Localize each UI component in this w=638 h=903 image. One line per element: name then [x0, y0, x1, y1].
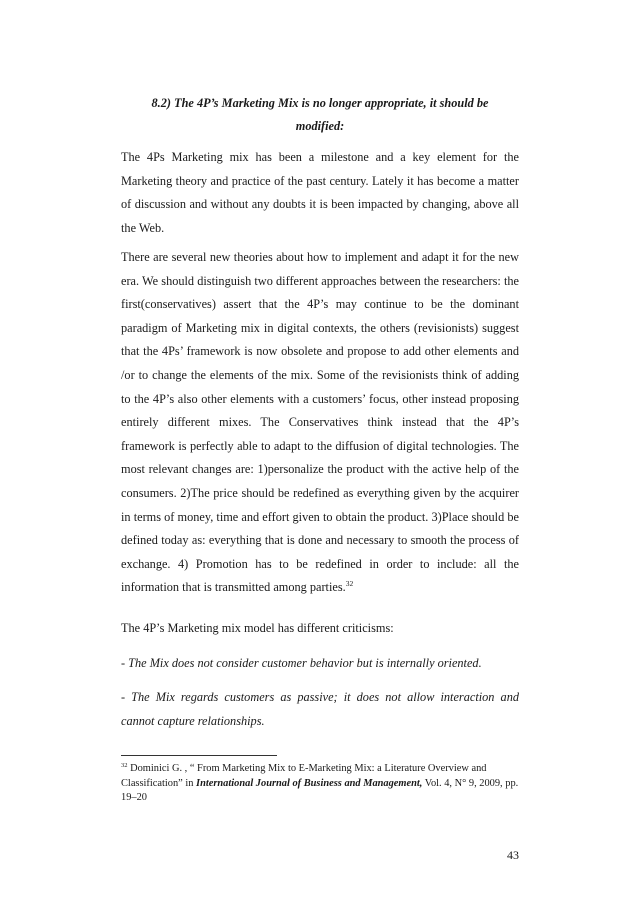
section-heading-line-2: modified: — [295, 119, 345, 133]
section-heading-line-1: 8.2) The 4P’s Marketing Mix is no longer appropriate, it should be — [151, 96, 489, 110]
criticism-item-2: - The Mix regards customers as passive; it does not allow interaction and cannot capture relationships. — [121, 690, 519, 728]
footnote-journal-title: International Journal of Business and Management, — [196, 777, 423, 789]
paragraph-criticisms-intro: The 4P’s Marketing mix model has different criticisms: — [121, 621, 394, 635]
footnote-text-before: Dominici G. , “ From Marketing Mix to E-Marketing Mix: a Literature Overview and Classification” in — [121, 763, 487, 789]
footnote-divider — [121, 755, 277, 756]
paragraph-theories — [121, 246, 519, 600]
paragraph-theories-text: There are several new theories about how to implement and adapt it for the new era. We should distinguish two different approaches between the researchers: the first(conservatives) assert that the 4P’s may continue to be the dominant paradigm of Marketing mix in digital contexts, the others (revisionists) suggest that the 4Ps’ framework is now obsolete and propose to add other elements and /or to change the elements of the mix. Some of the revisionists think of adding to the 4P’s also other elements with a customers’ focus, other instead proposing entirely different mixes. The Conservatives think instead that the 4P’s framework is perfectly able to adapt to the diffusion of digital technologies. The most relevant changes are: 1)personalize the product with the active help of the consumers. 2)The price should be redefined as everything given by the acquirer in terms of money, time and effort given to obtain the product. 3)Place should be defined today as: everything that is done and necessary to smooth the process of exchange. 4) Promotion has to be redefined in order to include: all the information that is transmitted among parties. — [121, 250, 519, 595]
page-number: 43 — [507, 848, 519, 862]
paragraph-intro: The 4Ps Marketing mix has been a milestone and a key element for the Marketing theory and practice of the past century. Lately it has become a matter of discussion and without any doubts it is been impacted by changing, above all the Web. — [121, 150, 519, 235]
footnote — [121, 762, 519, 806]
footnote-number: 32 — [121, 762, 128, 769]
footnote-reference[interactable]: 32 — [345, 579, 354, 589]
criticism-item-1: - The Mix does not consider customer behavior but is internally oriented. — [121, 656, 482, 670]
footnote-text-after: Vol. 4, N° 9, 2009, pp. 19–20 — [121, 777, 519, 804]
